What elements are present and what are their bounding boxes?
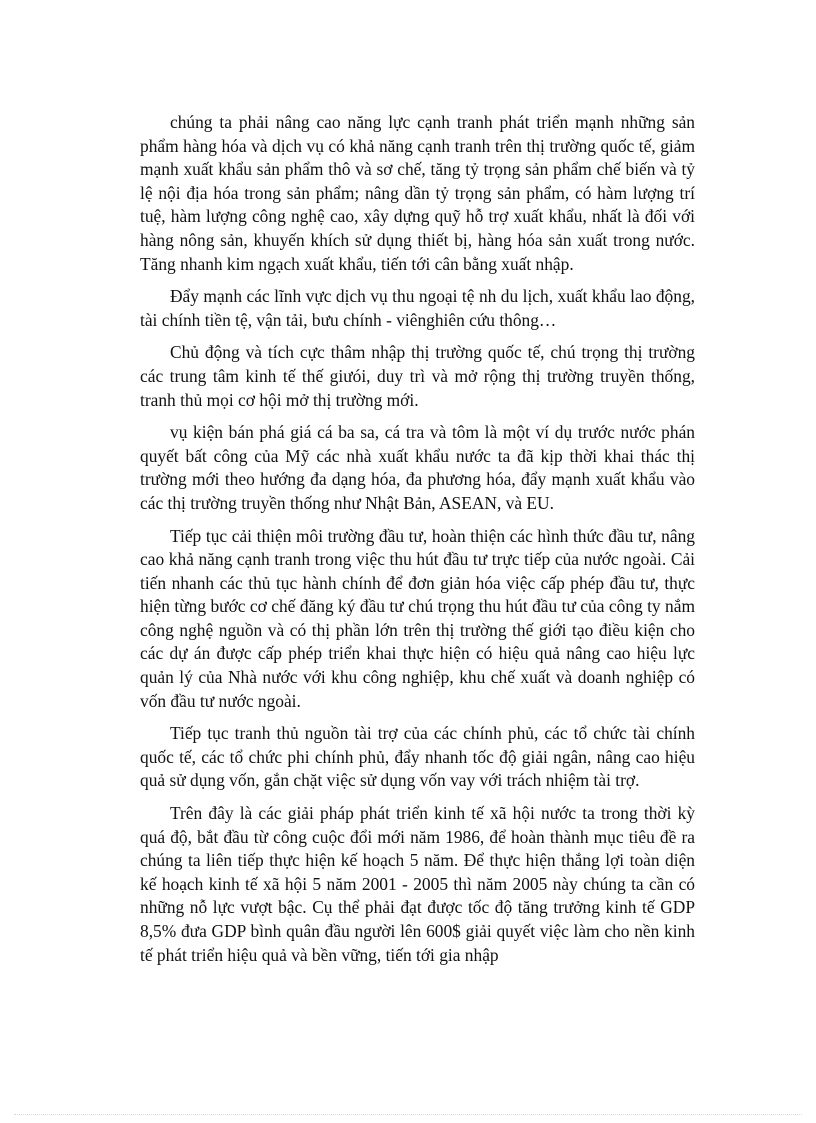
paragraph-anti-dumping-case: vụ kiện bán phá giá cá ba sa, cá tra và tôm là một ví dụ trước nước phán quyết bất công của Mỹ các nhà xuất khẩu nước ta đã kịp thời khai thác thị trường mới theo hướng đa dạng hóa, đa phương hóa, đẩy mạnh xuất khẩu vào các thị trường truyền thống như Nhật Bản, ASEAN, và EU. bbox=[140, 422, 695, 513]
page-bottom-border bbox=[14, 1114, 802, 1115]
document-body bbox=[140, 111, 695, 976]
paragraph-export-competitiveness: chúng ta phải nâng cao năng lực cạnh tranh phát triển mạnh những sản phẩm hàng hóa và dịch vụ có khả năng cạnh tranh trên thị trường quốc tế, giảm mạnh xuất khẩu sản phẩm thô và sơ chế, tăng tỷ trọng sản phẩm chế biến và tỷ lệ nội địa hóa trong sản phẩm; nâng dần tỷ trọng sản phẩm, có hàm lượng trí tuệ, hàm lượng công nghệ cao, xây dựng quỹ hỗ trợ xuất khẩu, nhất là đối với hàng nông sản, khuyến khích sử dụng thiết bị, hàng hóa sản xuất trong nước. Tăng nhanh kim ngạch xuất khẩu, tiến tới cân bằng xuất nhập. bbox=[140, 112, 695, 274]
paragraph-investment-environment: Tiếp tục cải thiện môi trường đầu tư, hoàn thiện các hình thức đầu tư, nâng cao khả năng cạnh tranh trong việc thu hút đầu tư trực tiếp của nước ngoài. Cải tiến nhanh các thủ tục hành chính để đơn giản hóa việc cấp phép đầu tư, thực hiện từng bước cơ chế đăng ký đầu tư chú trọng thu hút đầu tư của công ty nắm công nghệ nguồn và có thị phần lớn trên thị trường thế giới tạo điều kiện cho các dự án được cấp phép triển khai thực hiện có hiệu quả nâng cao hiệu lực quản lý của Nhà nước với khu công nghiệp, khu chế xuất và doanh nghiệp có vốn đầu tư nước ngoài. bbox=[140, 525, 695, 711]
paragraph-oda-funding: Tiếp tục tranh thủ nguồn tài trợ của các chính phủ, các tổ chức tài chính quốc tế, các tổ chức phi chính phủ, đẩy nhanh tốc độ giải ngân, nâng cao hiệu quả sử dụng vốn, gắn chặt việc sử dụng vốn vay với trách nhiệm tài trợ. bbox=[140, 723, 695, 791]
paragraph-foreign-currency-services: Đẩy mạnh các lĩnh vực dịch vụ thu ngoại tệ nh du lịch, xuất khẩu lao động, tài chính tiền tệ, vận tải, bưu chính - viênghiên cứu thông… bbox=[140, 286, 695, 330]
paragraph-international-markets: Chủ động và tích cực thâm nhập thị trường quốc tế, chú trọng thị trường các trung tâm kinh tế thế giưói, duy trì và mở rộng thị trường truyền thống, tranh thủ mọi cơ hội mở thị trường mới. bbox=[140, 342, 695, 410]
paragraph-conclusion: Trên đây là các giải pháp phát triển kinh tế xã hội nước ta trong thời kỳ quá độ, bắt đầu từ công cuộc đổi mới năm 1986, để hoàn thành mục tiêu đề ra chúng ta liên tiếp thực hiện kế hoạch 5 năm. Để thực hiện thắng lợi toàn diện kế hoạch kinh tế xã hội 5 năm 2001 - 2005 thì năm 2005 này chúng ta cần có những nỗ lực vượt bậc. Cụ thể phải đạt được tốc độ tăng trưởng kinh tế GDP 8,5% đưa GDP bình quân đầu người lên 600$ giải quyết việc làm cho nền kinh tế phát triển hiệu quả và bền vững, tiến tới gia nhập bbox=[140, 803, 695, 965]
